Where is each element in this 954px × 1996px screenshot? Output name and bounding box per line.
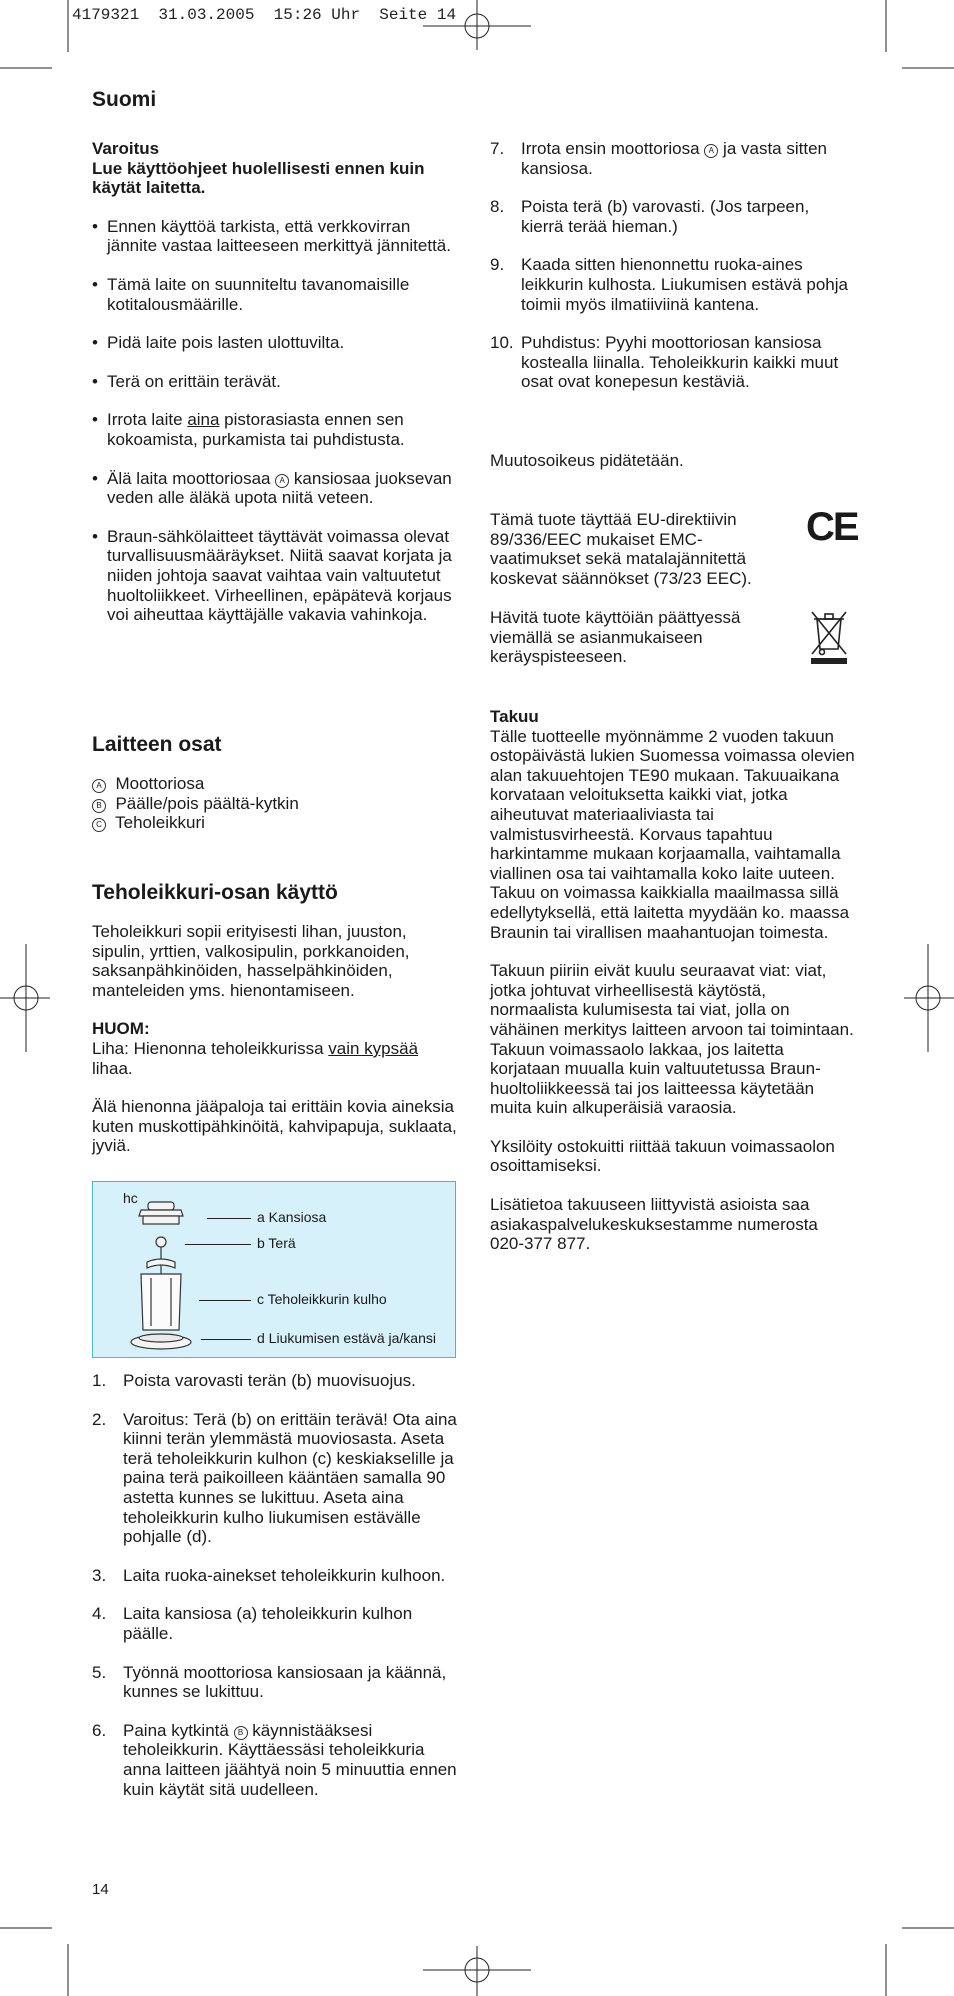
list-item: 8. Poista terä (b) varovasti. (Jos tarpeen, kierrä terää hieman.) bbox=[490, 197, 810, 236]
part-mark-c: C bbox=[92, 818, 106, 832]
part-mark-b: B bbox=[92, 799, 106, 813]
list-item: 1. Poista varovasti terän (b) muovisuojus. bbox=[92, 1371, 416, 1390]
steps-list-right bbox=[490, 139, 855, 392]
page-title: Suomi bbox=[92, 88, 157, 111]
label-d: d Liukumisen estävä ja/kansi bbox=[257, 1330, 436, 1346]
warranty-paragraph: Takuun piiriin eivät kuulu seuraavat viat: viat, jotka johtuvat virheellisestä käytöstä, normaalista kulumisesta tai viat, jolla on vähäinen merkitys laitteen arvoon tai toimintaan. Takuun voimassaolo lakkaa, jos laitetta korjataan muualla kuin valtuutetussa Braun-huoltoliikkeessä tai jos laitteessa käytetään muita kuin alkuperäisiä varaosia. bbox=[490, 961, 854, 1118]
figure-tag: hc bbox=[123, 1190, 138, 1206]
label-a: a Kansiosa bbox=[257, 1209, 327, 1225]
warranty-heading: Takuu bbox=[490, 707, 539, 726]
part-mark-a: A bbox=[704, 144, 718, 158]
food-chopper-illustration bbox=[113, 1182, 233, 1357]
part-mark-b: B bbox=[234, 1726, 248, 1740]
leader-line bbox=[185, 1244, 251, 1245]
usage-section bbox=[92, 922, 458, 1156]
list-item: 4. Laita kansiosa (a) teholeikkurin kulhon päälle. bbox=[92, 1604, 413, 1643]
warranty-paragraph: Lisätietoa takuuseen liittyvistä asioista saa asiakaspalvelukeskuksestamme numerosta 020-377 877. bbox=[490, 1195, 818, 1254]
note-text: Liha: Hienonna teholeikkurissa vain kypsää lihaa. bbox=[92, 1038, 419, 1078]
list-item: 7. Irrota ensin moottoriosa A ja vasta sitten kansiosa. bbox=[490, 139, 827, 178]
ce-mark-icon: CE bbox=[806, 505, 858, 549]
list-item: 9. Kaada sitten hienonnettu ruoka-aines leikkurin kulhosta. Liukumisen estävä pohja toimii myös ilmatiiviinä kantena. bbox=[490, 255, 848, 314]
list-item: A Moottoriosa bbox=[92, 774, 458, 794]
leader-line bbox=[201, 1339, 251, 1340]
warning-bullet: • Tämä laite on suunniteltu tavanomaisille kotitalousmäärille. bbox=[92, 275, 458, 314]
label-c: c Teholeikkurin kulho bbox=[257, 1291, 387, 1307]
list-item: C Teholeikkuri bbox=[92, 813, 458, 833]
note-heading: HUOM: bbox=[92, 1019, 150, 1039]
parts-list bbox=[92, 774, 458, 833]
steps-list-left bbox=[92, 1371, 458, 1799]
usage-heading: Teholeikkuri-osan käyttö bbox=[92, 881, 338, 904]
hard-items-warning: Älä hienonna jääpaloja tai erittäin kovia aineksia kuten muskottipähkinöitä, kahvipapuja, suklaata, jyviä. bbox=[92, 1097, 457, 1156]
list-item: 10. Puhdistus: Pyyhi moottoriosan kansiosa kostealla liinalla. Teholeikkurin kaikki muut osat ovat konepesun kestäviä. bbox=[490, 333, 839, 392]
weee-bin-icon bbox=[807, 607, 851, 665]
eu-compliance: Tämä tuote täyttää EU-direktiivin 89/336/EEC mukaiset EMC-vaatimukset sekä matalajännitettä koskevat säännökset (73/23 EEC). bbox=[490, 510, 752, 588]
print-header: 4179321 31.03.2005 15:26 Uhr Seite 14 bbox=[72, 6, 457, 24]
warning-bullet-unplug: • Irrota laite aina pistorasiasta ennen sen kokoamista, purkamista tai puhdistusta. bbox=[92, 410, 458, 449]
warning-bullet: • Ennen käyttöä tarkista, että verkkovirran jännite vastaa laitteeseen merkittyä jännitettä. bbox=[92, 217, 458, 256]
warning-heading: Varoitus bbox=[92, 139, 160, 158]
list-item: B Päälle/pois päältä-kytkin bbox=[92, 794, 458, 814]
list-item: 5. Työnnä moottoriosa kansiosaan ja käännä, kunnes se lukittuu. bbox=[92, 1662, 447, 1702]
parts-heading: Laitteen osat bbox=[92, 733, 222, 756]
leader-line bbox=[199, 1300, 251, 1301]
label-b: b Terä bbox=[257, 1235, 296, 1251]
warning-bullet: • Pidä laite pois lasten ulottuvilta. bbox=[92, 333, 458, 353]
warning-bullet-braun: • Braun-sähkölaitteet täyttävät voimassa olevat turvallisuusmääräykset. Niitä saavat korjata ja niiden johtoja saavat vaihtaa vain valtuutetut huoltoliikkeet. Virheellinen, epäpätevä korjaus voi aiheuttaa käyttäjälle vakavia vahinkoja. bbox=[92, 527, 458, 625]
part-mark-a: A bbox=[275, 474, 289, 488]
list-item: 3. Laita ruoka-ainekset teholeikkurin kulhoon. bbox=[92, 1565, 446, 1585]
warning-bullet-water: • Älä laita moottoriosaa A kansiosaa juoksevan veden alle äläkä upota niitä veteen. bbox=[92, 469, 458, 508]
warning-lead: Lue käyttöohjeet huolellisesti ennen kuin käytät laitetta. bbox=[92, 158, 425, 198]
part-mark-a: A bbox=[92, 779, 106, 793]
leader-line bbox=[207, 1218, 251, 1219]
rights-reserved: Muutosoikeus pidätetään. bbox=[490, 451, 684, 470]
usage-intro: Teholeikkuri sopii erityisesti lihan, juuston, sipulin, yrttien, valkosipulin, porkkanoiden, saksanpähkinöiden, hasselpähkinöiden, manteleiden yms. hienontamiseen. bbox=[92, 922, 410, 1000]
warning-section bbox=[92, 139, 458, 625]
warranty-paragraph: Yksilöity ostokuitti riittää takuun voimassaolon osoittamiseksi. bbox=[490, 1136, 835, 1176]
warranty-paragraph: Tälle tuotteelle myönnämme 2 vuoden takuun ostopäivästä lukien Suomessa voimassa olevien alan takuuehtojen TE90 mukaan. Takuuaikana korvataan veloituksetta kaikki viat, jotka aiheutuvat materiaaliviasta tai valmistusvirheestä. Korvaus tapahtuu harkintamme mukaan korjaamalla, vaihtamalla viallinen osa tai vaihtamalla koko laite uuteen. Takuu on voimassa kaikkialla maailmassa sillä edellytyksellä, että laitetta myydään ko. maassa Braunin tai virallisen maahantuojan toimesta. bbox=[490, 726, 855, 942]
warranty-section bbox=[490, 707, 855, 1254]
list-item: 6. Paina kytkintä B käynnistääksesi teholeikkurin. Käyttäessäsi teholeikkuria anna laitteen jäähtyä noin 5 minuuttia ennen kuin käytät sitä uudelleen. bbox=[92, 1720, 457, 1799]
disposal-note: Hävitä tuote käyttöiän päättyessä viemällä se asianmukaiseen keräyspisteeseen. bbox=[490, 608, 741, 667]
parts-diagram bbox=[92, 1181, 456, 1358]
list-item: 2. Varoitus: Terä (b) on erittäin terävä! Ota aina kiinni terän ylemmästä muoviosasta. Aseta terä teholeikkurin kulhon (c) keskiakselille ja paina terä paikoilleen kääntäen samalla 90 astetta kunnes se lukittuu. Aseta aina teholeikkurin kulho liukumisen estävälle pohjalle (d). bbox=[92, 1409, 457, 1547]
page-number: 14 bbox=[92, 1881, 109, 1898]
warning-bullet: • Terä on erittäin terävät. bbox=[92, 372, 458, 392]
